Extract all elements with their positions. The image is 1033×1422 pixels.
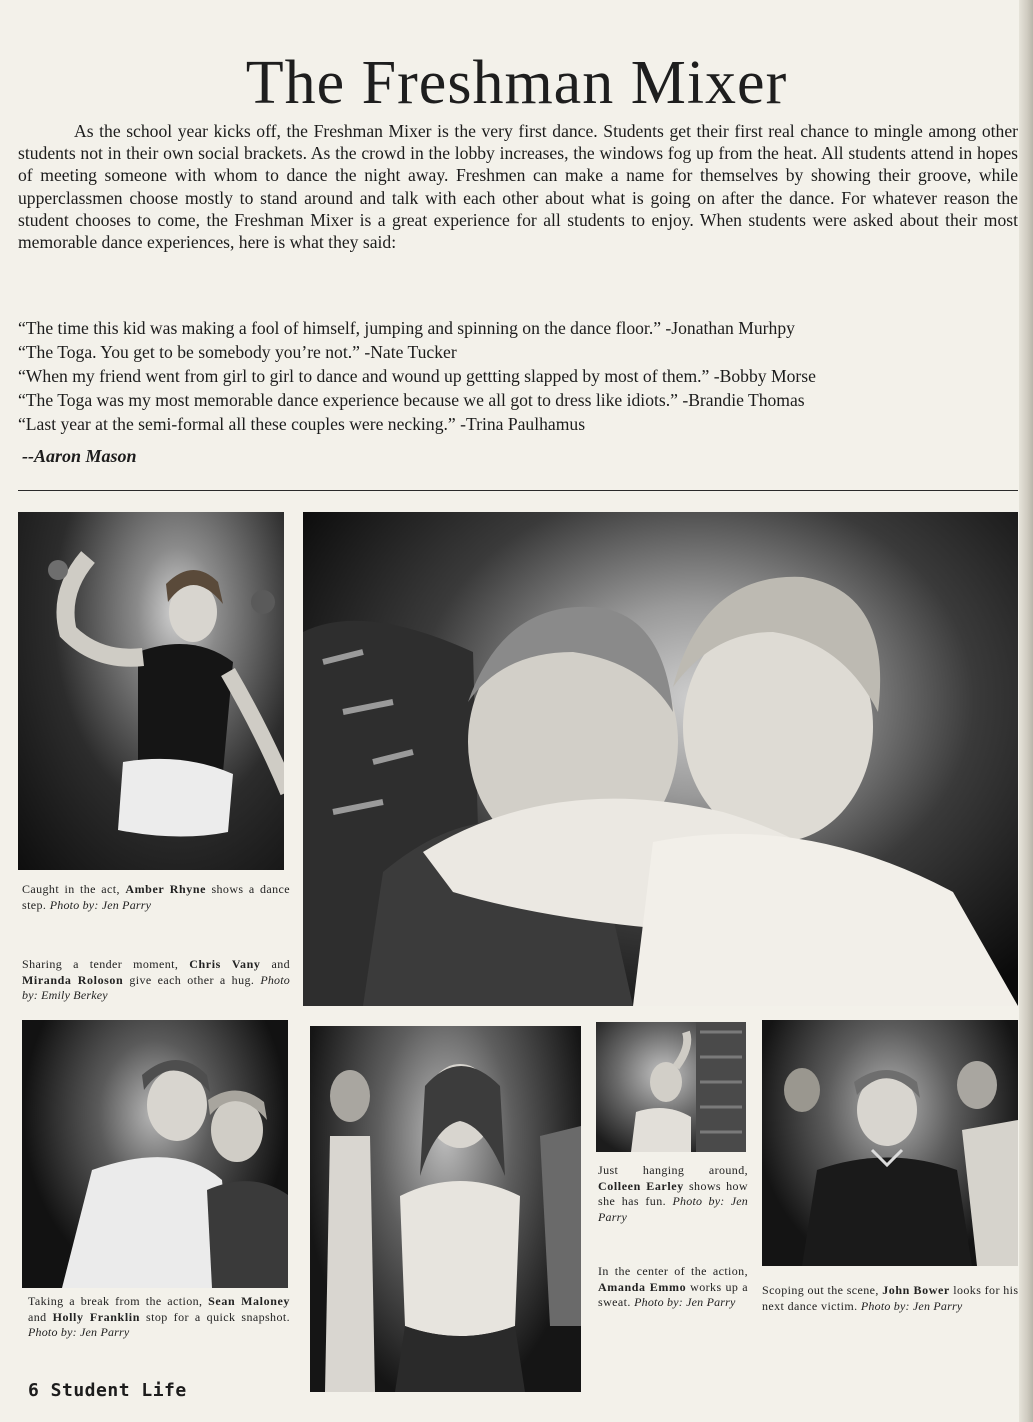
page-edge-shadow <box>1019 0 1033 1422</box>
caption-text: Taking a break from the action, <box>28 1294 209 1308</box>
quote-item: “The Toga was my most memorable dance experience because we all got to dress like idiots.” -Brandie Thomas <box>18 390 805 410</box>
caption-amber-rhyne <box>22 882 290 913</box>
caption-text: Scoping out the scene, <box>762 1283 883 1297</box>
caption-subject-name: Chris Vany <box>189 957 261 971</box>
section-divider <box>18 490 1018 491</box>
caption-subject-name: Colleen Earley <box>598 1178 684 1193</box>
quote-item: “When my friend went from girl to girl to dance and wound up gettting slapped by most of them.” -Bobby Morse <box>18 366 816 386</box>
page-folio: 6 Student Life <box>28 1380 187 1401</box>
photo-pair-figures <box>22 1020 288 1288</box>
photo-chris-miranda <box>303 512 1018 1006</box>
photo-dancer-figure <box>310 1026 581 1392</box>
quote-item: “Last year at the semi-formal all these couples were necking.” -Trina Paulhamus <box>18 414 586 434</box>
photo-credit: Photo by: Jen Parry <box>860 1298 963 1313</box>
caption-subject-name: Amber Rhyne <box>125 882 207 896</box>
intro-paragraph: As the school year kicks off, the Freshman Mixer is the very first dance. Students get their first real chance to mingle among other students not in their own social brackets. As the crowd in the lobby increases, the windows fog up from the heat. All students attend in hopes of meeting someone with whom to dance the night away. Freshmen can make a name for themselves by showing their groove, while upperclassmen choose mostly to stand around and talk with each other about what is going on after the dance. For whatever reason the student chooses to come, the Freshman Mixer is a great experience for all students to enjoy. When students were asked about their most memorable dance experiences, here is what they said: <box>18 121 1018 253</box>
quote-item: “The time this kid was making a fool of himself, jumping and spinning on the dance floor.” -Jonathan Murhpy <box>18 318 795 338</box>
quote-list <box>18 316 1018 436</box>
page-title: The Freshman Mixer <box>245 49 788 117</box>
photo-credit: Photo by: Jen Parry <box>634 1295 736 1309</box>
caption-subject-name: Miranda Roloson <box>22 972 124 987</box>
author-byline: --Aaron Mason <box>22 446 137 466</box>
caption-colleen-earley <box>598 1163 748 1225</box>
caption-text: Sharing a tender moment, <box>22 957 190 971</box>
quote-item: “The Toga. You get to be somebody you’re not.” -Nate Tucker <box>18 342 457 362</box>
photo-credit: Photo by: Jen Parry <box>598 1194 748 1224</box>
photo-colleen-earley <box>596 1022 746 1152</box>
caption-subject-name: John Bower <box>882 1283 950 1297</box>
caption-chris-miranda <box>22 957 290 1004</box>
caption-text: shows how she has fun. <box>598 1178 748 1208</box>
photo-colleen-figure <box>596 1022 746 1152</box>
caption-john-bower <box>762 1283 1024 1314</box>
caption-subject-name: Holly Franklin <box>52 1309 140 1324</box>
caption-text: works up a sweat. <box>598 1279 749 1309</box>
photo-amber-rhyne <box>18 512 284 870</box>
photo-john-figure <box>762 1020 1018 1266</box>
photo-credit: Photo by: Emily Berkey <box>22 972 290 1002</box>
caption-text: and <box>260 957 290 971</box>
caption-text: stop for a quick snapshot. <box>139 1309 290 1324</box>
caption-text: give each other a hug. <box>123 972 261 987</box>
photo-couple-figures <box>303 512 1018 1006</box>
caption-amanda-emmo <box>598 1264 748 1311</box>
caption-sean-holly <box>28 1294 290 1341</box>
photo-john-bower <box>762 1020 1018 1266</box>
photo-credit: Photo by: Jen Parry <box>49 897 152 912</box>
caption-text: Just hanging around, <box>598 1163 748 1177</box>
photo-amanda-emmo <box>310 1026 581 1392</box>
caption-text: In the center of the action, <box>598 1264 748 1278</box>
caption-text: looks for his next dance victim. <box>762 1283 1019 1313</box>
caption-text: shows a dance step. <box>22 882 290 912</box>
caption-subject-name: Sean Maloney <box>208 1294 290 1308</box>
photo-amber-figure <box>18 512 284 870</box>
photo-sean-holly <box>22 1020 288 1288</box>
caption-text: Caught in the act, <box>22 882 126 896</box>
caption-text: and <box>28 1309 53 1324</box>
photo-credit: Photo by: Jen Parry <box>28 1325 130 1339</box>
caption-subject-name: Amanda Emmo <box>598 1279 687 1294</box>
